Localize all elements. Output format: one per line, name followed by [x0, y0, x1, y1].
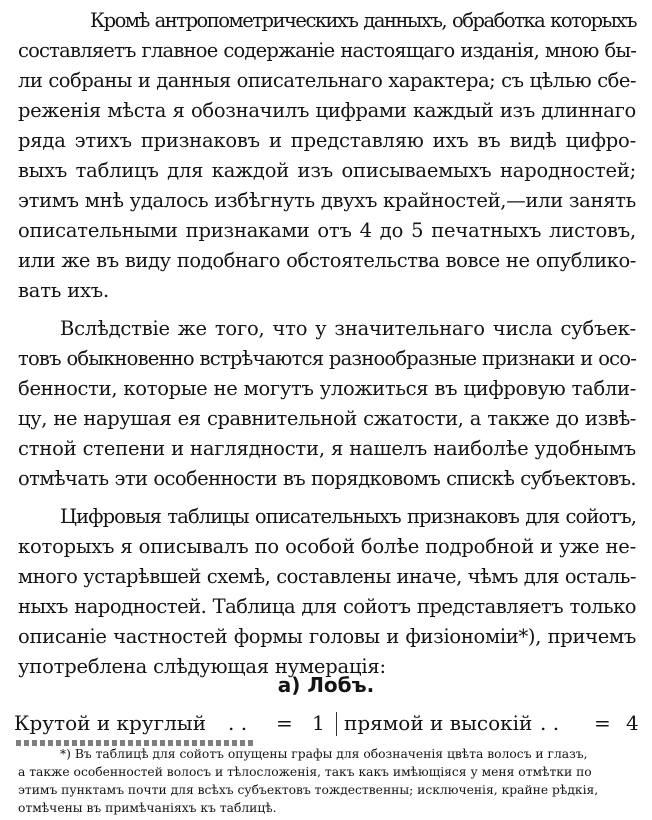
- text-line: Кромѣ антропометрическихъ данныхъ, обработка которыхъ: [90, 9, 636, 32]
- footnote-line: а также особенностей волосъ и тѣлосложенія, такъ какъ имѣющіяся у меня отмѣтки по: [18, 765, 592, 779]
- text-line: выхъ таблицъ для каждой изъ описываемыхъ народностей;: [18, 159, 636, 182]
- row-left-equals: =: [276, 711, 293, 735]
- text-line: ряда этихъ признаковъ и представляю ихъ въ видѣ цифро-: [18, 129, 636, 152]
- text-line: отмѣчать эти особенности въ порядковомъ спискѣ субъектовъ.: [18, 467, 636, 490]
- text-line: которыхъ я описывалъ по особой болѣе подробной и уже не-: [18, 535, 636, 558]
- cut-off-line: [16, 740, 256, 746]
- section-heading: а) Лобъ.: [277, 673, 375, 697]
- text-line: описательными признаками отъ 4 до 5 печатныхъ листовъ,: [18, 219, 636, 242]
- row-left-dots: . .: [228, 711, 248, 735]
- row-left-number: 1: [312, 711, 325, 735]
- text-line: употреблена слѣдующая нумерація:: [18, 655, 386, 678]
- row-right-dots: . .: [540, 711, 560, 735]
- row-right-equals: =: [594, 711, 611, 735]
- footnote-line: этимъ пунктамъ почти для всѣхъ субъектовъ тождественны; исключенія, крайне рѣдкія,: [18, 783, 599, 797]
- row-left-label: Крутой и круглый: [14, 711, 207, 735]
- footnote-line: *) Въ таблицѣ для сойотъ опущены графы для обозначенія цвѣта волосъ и глазъ,: [60, 747, 588, 761]
- text-line: вать ихъ.: [18, 279, 110, 302]
- text-line: этимъ мнѣ удалось избѣгнуть двухъ крайностей,—или занять: [18, 189, 636, 212]
- row-right-label: прямой и высокій: [344, 711, 533, 735]
- text-line: реженія мѣста я обозначилъ цифрами каждый изъ длиннаго: [18, 99, 636, 122]
- row-right-number: 4: [626, 711, 639, 735]
- text-line: цу, не нарушая ея сравнительной сжатости, а также до извѣ-: [18, 407, 636, 430]
- text-line: Цифровыя таблицы описательныхъ признаковъ для сойотъ,: [60, 505, 636, 528]
- text-line: стной степени и наглядности, я нашелъ наиболѣе удобнымъ: [18, 437, 636, 460]
- column-divider: [336, 712, 337, 736]
- text-line: товъ обыкновенно встрѣчаются разнообразные признаки и осо-: [18, 347, 636, 370]
- text-line: описаніе частностей формы головы и физіономіи*), причемъ: [18, 625, 636, 648]
- text-line: Вслѣдствіе же того, что у значительнаго числа субъек-: [60, 317, 636, 340]
- text-line: бенности, которые не могутъ уложиться въ цифровую табли-: [18, 377, 636, 400]
- text-line: составляетъ главное содержаніе настоящаго изданія, мною бы-: [18, 39, 636, 62]
- text-line: или же въ виду подобнаго обстоятельства вовсе не опублико-: [18, 249, 636, 272]
- text-line: ли собраны и данныя описательнаго характера; съ цѣлью сбе-: [18, 69, 636, 92]
- text-line: много устарѣвшей схемѣ, составлены иначе, чѣмъ для осталь-: [18, 565, 636, 588]
- footnote-line: отмѣчены въ примѣчаніяхъ къ таблицѣ.: [18, 801, 277, 815]
- text-line: ныхъ народностей. Таблица для сойотъ представляетъ только: [18, 595, 636, 618]
